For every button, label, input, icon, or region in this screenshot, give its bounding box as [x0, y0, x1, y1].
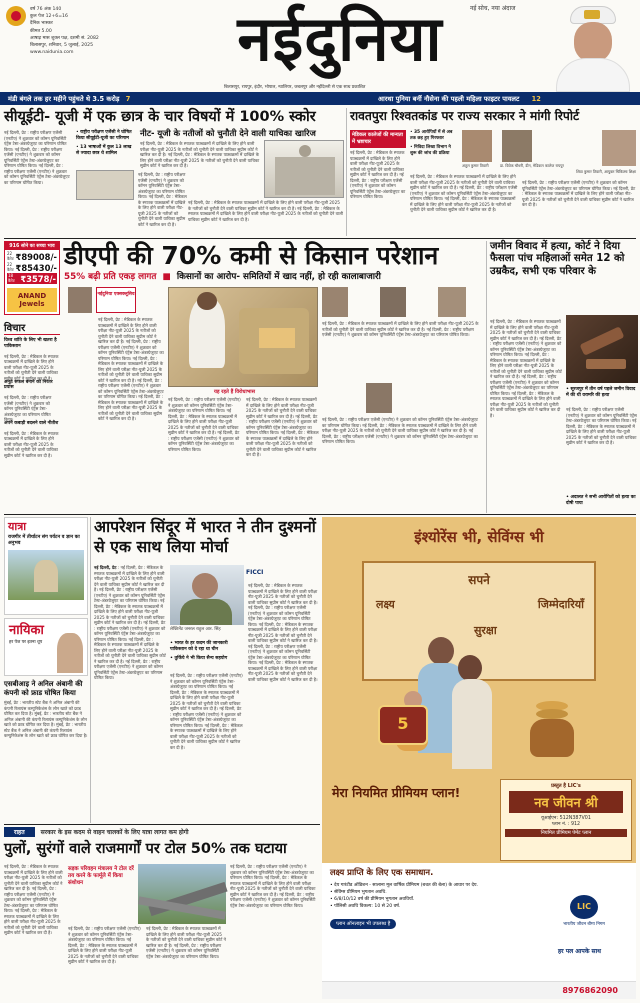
farmers-photo	[168, 287, 318, 387]
raipur-body-left: नई दिल्ली, प्रेट : मेडिकल के स्नातक पाठ्यक्रमों में दाखिले के लिए होने वाली परीक्षा नीट-यूजी 2025 के नतीजों को चुनौती देने वाली याचिका सुप्रीम कोर्ट ने खारिज कर दी है। नई दिल्ली, प्रेट : राष्ट्रीय परीक्षण एजेंसी (एनटीए) ने शुक्रवार को कॉमन यूनिवर्सिटी एंट्रेंस टेस्ट-अंडरग्रेजुएट का परिणाम घोषित किया।	[350, 150, 406, 199]
house-graphic: सपने लक्ष्य जिम्मेदारियाँ सुरक्षा	[362, 561, 596, 681]
reporter-photo	[68, 287, 92, 313]
vichar-item[interactable]: विश्व शांति के लिए भी खतरा है पाकिस्तान	[4, 338, 57, 349]
raipur-headline[interactable]: रावतपुरा रिश्वतकांड पर राज्य सरकार ने मांगी रिपोर्ट	[350, 109, 580, 123]
nayika-text: हर पेज पर इतना धूप	[9, 640, 43, 645]
story-neet	[140, 128, 344, 234]
person-photo-2	[502, 130, 532, 162]
toll-body-3: नई दिल्ली, प्रेट : मेडिकल के स्नातक पाठ्यक्रमों में दाखिले के लिए होने वाली परीक्षा नीट-यूजी 2025 के नतीजों को चुनौती देने वाली याचिका सुप्रीम कोर्ट ने खारिज कर दी है। नई दिल्ली, प्रेट : राष्ट्रीय परीक्षण एजेंसी (एनटीए) ने शुक्रवार को कॉमन यूनिवर्सिटी एंट्रेंस टेस्ट-अंडरग्रेजुएट का परिणाम घोषित किया।	[146, 926, 227, 959]
main-subhead: 55% बढ़ी प्रति एकड़ लागत ■ किसानों का आरोप- समितियों में खाद नहीं, हो रही कालाबाजारी	[64, 272, 381, 282]
toll-kicker: सरकार के इस कदम से वाहन चालकों के लिए यात्रा लागत कम होगी	[40, 829, 189, 836]
vichar-title: विचार	[4, 320, 60, 335]
general-photo	[170, 565, 244, 625]
jamin-body-1: नई दिल्ली, प्रेट : मेडिकल के स्नातक पाठ्यक्रमों में दाखिले के लिए होने वाली परीक्षा नीट-यूजी 2025 के नतीजों को चुनौती देने वाली याचिका सुप्रीम कोर्ट ने खारिज कर दी है। नई दिल्ली, प्रेट : राष्ट्रीय परीक्षण एजेंसी (एनटीए) ने शुक्रवार को कॉमन यूनिवर्सिटी एंट्रेंस टेस्ट-अंडरग्रेजुएट का परिणाम घोषित किया। नई दिल्ली, प्रेट : मेडिकल के स्नातक पाठ्यक्रमों में दाखिले के लिए होने वाली परीक्षा नीट-यूजी 2025 के नतीजों को चुनौती देने वाली याचिका सुप्रीम कोर्ट ने खारिज कर दी है। नई दिल्ली, प्रेट : राष्ट्रीय परीक्षण एजेंसी (एनटीए) ने शुक्रवार को कॉमन यूनिवर्सिटी एंट्रेंस टेस्ट-अंडरग्रेजुएट का परिणाम घोषित किया। नई दिल्ली, प्रेट : मेडिकल के स्नातक पाठ्यक्रमों में दाखिले के लिए होने वाली परीक्षा नीट-यूजी 2025 के नतीजों को चुनौती देने वाली याचिका सुप्रीम कोर्ट ने खारिज कर दी है।	[490, 319, 562, 418]
general-caption: लेफ्टिनेंट जनरल राहुल आर. सिंह	[170, 627, 221, 632]
vichar-item[interactable]: अपने कबाड़ी बदलने वाले नीतीश	[4, 421, 59, 427]
highway-photo	[138, 864, 226, 924]
phone-number[interactable]: 8976862090	[562, 986, 618, 995]
nayika-photo	[57, 633, 83, 673]
story-sindoor	[94, 517, 318, 823]
jamin-body-2: नई दिल्ली, प्रेट : राष्ट्रीय परीक्षण एजेंसी (एनटीए) ने शुक्रवार को कॉमन यूनिवर्सिटी एंट्रेंस टेस्ट-अंडरग्रेजुएट का परिणाम घोषित किया। नई दिल्ली, प्रेट : मेडिकल के स्नातक पाठ्यक्रमों में दाखिले के लिए होने वाली परीक्षा नीट-यूजी 2025 के नतीजों को चुनौती देने वाली याचिका सुप्रीम कोर्ट ने खारिज कर दी है।	[566, 407, 637, 445]
lic-ad[interactable]	[322, 517, 636, 999]
sindoor-body-3: नई दिल्ली, प्रेट : मेडिकल के स्नातक पाठ्यक्रमों में दाखिले के लिए होने वाली परीक्षा नीट-यूजी 2025 के नतीजों को चुनौती देने वाली याचिका सुप्रीम कोर्ट ने खारिज कर दी है। नई दिल्ली, प्रेट : राष्ट्रीय परीक्षण एजेंसी (एनटीए) ने शुक्रवार को कॉमन यूनिवर्सिटी एंट्रेंस टेस्ट-अंडरग्रेजुएट का परिणाम घोषित किया। नई दिल्ली, प्रेट : मेडिकल के स्नातक पाठ्यक्रमों में दाखिले के लिए होने वाली परीक्षा नीट-यूजी 2025 के नतीजों को चुनौती देने वाली याचिका सुप्रीम कोर्ट ने खारिज कर दी है। नई दिल्ली, प्रेट : राष्ट्रीय परीक्षण एजेंसी (एनटीए) ने शुक्रवार को कॉमन यूनिवर्सिटी एंट्रेंस टेस्ट-अंडरग्रेजुएट का परिणाम घोषित किया। नई दिल्ली, प्रेट : मेडिकल के स्नातक पाठ्यक्रमों में दाखिले के लिए होने वाली परीक्षा नीट-यूजी 2025 के नतीजों को चुनौती देने वाली याचिका सुप्रीम कोर्ट ने खारिज कर दी है।	[248, 583, 318, 682]
jagran-logo	[6, 6, 26, 26]
pilot-photo	[548, 6, 636, 88]
masthead	[0, 0, 640, 92]
lic-top-headline: इंश्योरेंस भी, सेविंग्स भी	[414, 528, 544, 546]
lic-details: लक्ष्य प्राप्ति के लिए एक समाधान. • देय गारंटीड ऑडिशन - सालाना मूल वार्षिक प्रीमियम (बचत की बेला) के आधार पर देय. • सेविंग्स प्रीमियम भुगतान अवधि. • 6/8/10/12 वर्ष की प्रीमियम भुगतान अवधियाँ. • पॉलिसी अवधि विकल्प: 10 से 20 वर्ष. प्लान ऑनलाइन भी उपलब्ध है LIC भारतीय जीवन बीमा निगम हर पल आपके साथ 8976862090	[322, 863, 636, 999]
main-story	[64, 241, 484, 513]
neet-court-photo	[76, 170, 134, 200]
story-jamin	[490, 241, 638, 513]
raipur-tag: मेडिकल कालेजों की मान्यता में भ्रष्टाचार	[350, 130, 406, 148]
rahat-tag: राहत	[4, 827, 35, 837]
raipur-body-mid: नई दिल्ली, प्रेट : मेडिकल के स्नातक पाठ्यक्रमों में दाखिले के लिए होने वाली परीक्षा नीट-यूजी 2025 के नतीजों को चुनौती देने वाली याचिका सुप्रीम कोर्ट ने खारिज कर दी है। नई दिल्ली, प्रेट : राष्ट्रीय परीक्षण एजेंसी (एनटीए) ने शुक्रवार को कॉमन यूनिवर्सिटी एंट्रेंस टेस्ट-अंडरग्रेजुएट का परिणाम घोषित किया। नई दिल्ली, प्रेट : मेडिकल के स्नातक पाठ्यक्रमों में दाखिले के लिए होने वाली परीक्षा नीट-यूजी 2025 के नतीजों को चुनौती देने वाली याचिका सुप्रीम कोर्ट ने खारिज कर दी है।	[410, 174, 518, 212]
jewel-brand: ANAND Jewels	[7, 288, 57, 312]
sbi-headline[interactable]: एसबीआइ ने अनिल अंबानी की कंपनी को फ्राड घोषित किया	[4, 680, 83, 697]
toll-headline[interactable]: पुलों, सुरंगों वाले राजमार्गों पर टोल 50% तक घटाया	[4, 841, 287, 857]
story-toll	[4, 826, 318, 1002]
caption-2: डा. विवेक चौधरी, डीन, मेडिकल कालेज रायपुर	[500, 163, 564, 168]
lic-logo: LIC भारतीय जीवन बीमा निगम	[554, 895, 614, 935]
cities-line: बिलासपुर, रायपुर, इंदौर, भोपाल, ग्वालियर, जबलपुर और नईदिल्ली से एक साथ प्रकाशित	[224, 85, 366, 90]
person-photo-3	[602, 130, 636, 166]
raipur-body-right: नई दिल्ली, प्रेट : राष्ट्रीय परीक्षण एजेंसी (एनटीए) ने शुक्रवार को कॉमन यूनिवर्सिटी एंट्रेंस टेस्ट-अंडरग्रेजुएट का परिणाम घोषित किया। नई दिल्ली, प्रेट : मेडिकल के स्नातक पाठ्यक्रमों में दाखिले के लिए होने वाली परीक्षा नीट-यूजी 2025 के नतीजों को चुनौती देने वाली याचिका सुप्रीम कोर्ट ने खारिज कर दी है।	[522, 180, 636, 207]
photo-caption: यह रहते हैं विरोधाभास	[214, 389, 255, 395]
rate-label: 18 कैरेट	[8, 273, 15, 283]
rate-value: ₹3578/-	[20, 273, 56, 284]
story-body: नई दिल्ली, प्रेट : राष्ट्रीय परीक्षण एजेंसी (एनटीए) ने शुक्रवार को कॉमन यूनिवर्सिटी एंट्रेंस टेस्ट-अंडरग्रेजुएट का परिणाम घोषित किया। नई दिल्ली, प्रेट : राष्ट्रीय परीक्षण एजेंसी (एनटीए) ने शुक्रवार को कॉमन यूनिवर्सिटी एंट्रेंस टेस्ट-अंडरग्रेजुएट का परिणाम घोषित किया। नई दिल्ली, प्रेट : राष्ट्रीय परीक्षण एजेंसी (एनटीए) ने शुक्रवार को कॉमन यूनिवर्सिटी एंट्रेंस टेस्ट-अंडरग्रेजुएट का परिणाम घोषित किया।	[4, 130, 70, 185]
years-badge: 5	[378, 705, 428, 745]
raipur-bullets: • 35 आरोपियों में से अब तक छह हुए गिरफ्तार • निविदा लिखा विभाग ने शुरू की जांच की प्रक्रिया	[410, 130, 453, 156]
main-body-2: नई दिल्ली, प्रेट : राष्ट्रीय परीक्षण एजेंसी (एनटीए) ने शुक्रवार को कॉमन यूनिवर्सिटी एंट्रेंस टेस्ट-अंडरग्रेजुएट का परिणाम घोषित किया। नई दिल्ली, प्रेट : मेडिकल के स्नातक पाठ्यक्रमों में दाखिले के लिए होने वाली परीक्षा नीट-यूजी 2025 के नतीजों को चुनौती देने वाली याचिका सुप्रीम कोर्ट ने खारिज कर दी है। नई दिल्ली, प्रेट : राष्ट्रीय परीक्षण एजेंसी (एनटीए) ने शुक्रवार को कॉमन यूनिवर्सिटी एंट्रेंस टेस्ट-अंडरग्रेजुएट का परिणाम घोषित किया।	[168, 397, 241, 452]
jewel-ad[interactable]	[4, 241, 60, 315]
neet-body2: नई दिल्ली, प्रेट : मेडिकल के स्नातक पाठ्यक्रमों में दाखिले के लिए होने वाली परीक्षा नीट-यूजी 2025 के नतीजों को चुनौती देने वाली याचिका सुप्रीम कोर्ट ने खारिज कर दी है। नई दिल्ली, प्रेट : मेडिकल के स्नातक पाठ्यक्रमों में दाखिले के लिए होने वाली परीक्षा नीट-यूजी 2025 के नतीजों को चुनौती देने वाली याचिका सुप्रीम कोर्ट ने खारिज कर दी है।	[188, 200, 343, 222]
edition-meta: वर्ष 76 अंक 140 कुल पेज 12+6=16 दैनिक भास्कर कीमत 5.00 आषाढ़ मास शुक्ल पक्ष, दशमी सं. 2082 बिलासपुर, शनिवार, 5 जुलाई, 2025 www.naidunia.com	[30, 7, 99, 56]
rate-value: ₹89008/-	[15, 251, 57, 262]
supreme-court-photo	[264, 140, 344, 198]
toll-caption: सड़क परिवहन मंत्रालय ने टोल दरें तय करने के फार्मूले में किया संशोधन	[68, 866, 134, 886]
caption-3: शिवा कुमार तिवारी, आयुक्त चिकित्सा शिक्षा	[576, 169, 636, 174]
main-body-3: नई दिल्ली, प्रेट : मेडिकल के स्नातक पाठ्यक्रमों में दाखिले के लिए होने वाली परीक्षा नीट-यूजी 2025 के नतीजों को चुनौती देने वाली याचिका सुप्रीम कोर्ट ने खारिज कर दी है। नई दिल्ली, प्रेट : राष्ट्रीय परीक्षण एजेंसी (एनटीए) ने शुक्रवार को कॉमन यूनिवर्सिटी एंट्रेंस टेस्ट-अंडरग्रेजुएट का परिणाम घोषित किया। नई दिल्ली, प्रेट : मेडिकल के स्नातक पाठ्यक्रमों में दाखिले के लिए होने वाली परीक्षा नीट-यूजी 2025 के नतीजों को चुनौती देने वाली याचिका सुप्रीम कोर्ट ने खारिज कर दी है।	[246, 397, 319, 457]
sbi-body: मुंबई, प्रेट : भारतीय स्टेट बैंक ने अनिल अंबानी की कंपनी रिलायंस कम्युनिकेशंस के लोन खाते को फ्राड घोषित कर दिया है। मुंबई, प्रेट : भारतीय स्टेट बैंक ने अनिल अंबानी की कंपनी रिलायंस कम्युनिकेशंस के लोन खाते को फ्राड घोषित कर दिया है। मुंबई, प्रेट : भारतीय स्टेट बैंक ने अनिल अंबानी की कंपनी रिलायंस कम्युनिकेशंस के लोन खाते को फ्राड घोषित कर दिया है।	[4, 700, 88, 739]
yatra-subtitle: राजगीर में तीर्थाटन संग पर्यटन व ज्ञान का अनुभव	[8, 535, 80, 546]
neet-body: नई दिल्ली, प्रेट : मेडिकल के स्नातक पाठ्यक्रमों में दाखिले के लिए होने वाली परीक्षा नीट-यूजी 2025 के नतीजों को चुनौती देने वाली याचिका सुप्रीम कोर्ट ने खारिज कर दी है। नई दिल्ली, प्रेट : मेडिकल के स्नातक पाठ्यक्रमों में दाखिले के लिए होने वाली परीक्षा नीट-यूजी 2025 के नतीजों को चुनौती देने वाली याचिका सुप्रीम कोर्ट ने खारिज कर दी है।	[140, 141, 260, 168]
sindoor-body-2: नई दिल्ली, प्रेट : राष्ट्रीय परीक्षण एजेंसी (एनटीए) ने शुक्रवार को कॉमन यूनिवर्सिटी एंट्रेंस टेस्ट-अंडरग्रेजुएट का परिणाम घोषित किया। नई दिल्ली, प्रेट : मेडिकल के स्नातक पाठ्यक्रमों में दाखिले के लिए होने वाली परीक्षा नीट-यूजी 2025 के नतीजों को चुनौती देने वाली याचिका सुप्रीम कोर्ट ने खारिज कर दी है। नई दिल्ली, प्रेट : राष्ट्रीय परीक्षण एजेंसी (एनटीए) ने शुक्रवार को कॉमन यूनिवर्सिटी एंट्रेंस टेस्ट-अंडरग्रेजुएट का परिणाम घोषित किया। नई दिल्ली, प्रेट : मेडिकल के स्नातक पाठ्यक्रमों में दाखिले के लिए होने वाली परीक्षा नीट-यूजी 2025 के नतीजों को चुनौती देने वाली याचिका सुप्रीम कोर्ट ने खारिज कर दी है।	[170, 673, 243, 750]
gavel-photo	[566, 315, 638, 383]
yatra-title: यात्रा	[8, 520, 27, 533]
jamin-headline[interactable]: जमीन विवाद में हत्या, कोर्ट ने दिया फैसला पांच महिलाओं समेत 12 को उम्रकैद, सभी एक परिवार के	[490, 241, 625, 277]
plan-box: प्रस्तुत है LIC's नव जीवन श्री यूआईएन: 512N387V01 प्लान नं. : 912 नियमित प्रीमियम पेमेंट प्लान	[500, 779, 632, 861]
nayika-title: नायिका	[9, 623, 44, 638]
story-raipur	[350, 108, 638, 236]
headline[interactable]: सीयूईटी- यूजी में एक छात्र के चार विषयों में 100% स्कोर	[4, 109, 316, 125]
top-strip	[0, 92, 640, 105]
coin-graphic	[522, 697, 582, 757]
rate-value: ₹85430/-	[15, 262, 57, 273]
sindoor-headline[interactable]: आपरेशन सिंदूर में भारत ने तीन दुश्मनों से एक साथ लिया मोर्चा	[94, 517, 316, 556]
lic-tagline: मेरा नियमित प्रीमियम प्लान!	[332, 785, 461, 800]
toll-body-4: नई दिल्ली, प्रेट : राष्ट्रीय परीक्षण एजेंसी (एनटीए) ने शुक्रवार को कॉमन यूनिवर्सिटी एंट्रेंस टेस्ट-अंडरग्रेजुएट का परिणाम घोषित किया। नई दिल्ली, प्रेट : मेडिकल के स्नातक पाठ्यक्रमों में दाखिले के लिए होने वाली परीक्षा नीट-यूजी 2025 के नतीजों को चुनौती देने वाली याचिका सुप्रीम कोर्ट ने खारिज कर दी है। नई दिल्ली, प्रेट : राष्ट्रीय परीक्षण एजेंसी (एनटीए) ने शुक्रवार को कॉमन यूनिवर्सिटी एंट्रेंस टेस्ट-अंडरग्रेजुएट का परिणाम घोषित किया।	[230, 864, 316, 908]
vichar-item[interactable]: अनूठे सफल बनाने को निरंतर प्रयास	[4, 379, 53, 391]
rate-label: 22 कैरेट	[7, 251, 14, 261]
exclusive-box: नईदुनिया एक्सक्लूसिव	[96, 287, 136, 313]
jamin-bullet-2: • अदालत ने सभी आरोपितों को हत्या का दोषी पाया	[566, 495, 636, 506]
rate-label: 22 कैरेट	[7, 262, 14, 272]
cuet-bullets: • राष्ट्रीय परीक्षण एजेंसी ने घोषित किया सीयूईटी-यूजी का परिणाम • 13 भाषाओं में कुल 13 लाख से ज्यादा छात्र थे शामिल	[76, 130, 132, 156]
main-body-1: नई दिल्ली, प्रेट : मेडिकल के स्नातक पाठ्यक्रमों में दाखिले के लिए होने वाली परीक्षा नीट-यूजी 2025 के नतीजों को चुनौती देने वाली याचिका सुप्रीम कोर्ट ने खारिज कर दी है। नई दिल्ली, प्रेट : राष्ट्रीय परीक्षण एजेंसी (एनटीए) ने शुक्रवार को कॉमन यूनिवर्सिटी एंट्रेंस टेस्ट-अंडरग्रेजुएट का परिणाम घोषित किया। नई दिल्ली, प्रेट : मेडिकल के स्नातक पाठ्यक्रमों में दाखिले के लिए होने वाली परीक्षा नीट-यूजी 2025 के नतीजों को चुनौती देने वाली याचिका सुप्रीम कोर्ट ने खारिज कर दी है। नई दिल्ली, प्रेट : राष्ट्रीय परीक्षण एजेंसी (एनटीए) ने शुक्रवार को कॉमन यूनिवर्सिटी एंट्रेंस टेस्ट-अंडरग्रेजुएट का परिणाम घोषित किया। नई दिल्ली, प्रेट : मेडिकल के स्नातक पाठ्यक्रमों में दाखिले के लिए होने वाली परीक्षा नीट-यूजी 2025 के नतीजों को चुनौती देने वाली याचिका सुप्रीम कोर्ट ने खारिज कर दी है।	[98, 317, 164, 421]
sindoor-bullets: • भारत के हर कदम की जानकारी पाकिस्तान को दे रहा था चीन • तुर्किये ने भी किया सैन्य सहयोग	[170, 641, 228, 661]
top-strip-right[interactable]: आरथा पुनिया बनीं नौसेना की पहली महिला फाइटर पायलट 12	[378, 95, 541, 103]
top-strip-left[interactable]: मंडी बंगले तक हर महीने पहुंचते थे 3.5 करोड़ 7	[8, 95, 131, 103]
toll-body-1: नई दिल्ली, प्रेट : मेडिकल के स्नातक पाठ्यक्रमों में दाखिले के लिए होने वाली परीक्षा नीट-यूजी 2025 के नतीजों को चुनौती देने वाली याचिका सुप्रीम कोर्ट ने खारिज कर दी है। नई दिल्ली, प्रेट : राष्ट्रीय परीक्षण एजेंसी (एनटीए) ने शुक्रवार को कॉमन यूनिवर्सिटी एंट्रेंस टेस्ट-अंडरग्रेजुएट का परिणाम घोषित किया। नई दिल्ली, प्रेट : मेडिकल के स्नातक पाठ्यक्रमों में दाखिले के लिए होने वाली परीक्षा नीट-यूजी 2025 के नतीजों को चुनौती देने वाली याचिका सुप्रीम कोर्ट ने खारिज कर दी है।	[4, 864, 63, 935]
caption-1: अतुल कुमार तिवारी	[462, 163, 489, 168]
person-photo-1	[462, 130, 492, 162]
tagline: नई सोच, नया अंदाज	[470, 5, 516, 12]
jewel-ad-head: 916 सोने का सच्चा भाव	[5, 242, 59, 250]
toll-body-2: नई दिल्ली, प्रेट : राष्ट्रीय परीक्षण एजेंसी (एनटीए) ने शुक्रवार को कॉमन यूनिवर्सिटी एंट्रेंस टेस्ट-अंडरग्रेजुएट का परिणाम घोषित किया। नई दिल्ली, प्रेट : मेडिकल के स्नातक पाठ्यक्रमों में दाखिले के लिए होने वाली परीक्षा नीट-यूजी 2025 के नतीजों को चुनौती देने वाली याचिका सुप्रीम कोर्ट ने खारिज कर दी है।	[68, 926, 141, 964]
cuet-col3: नई दिल्ली, प्रेट : राष्ट्रीय परीक्षण एजेंसी (एनटीए) ने शुक्रवार को कॉमन यूनिवर्सिटी एंट्रेंस टेस्ट-अंडरग्रेजुएट का परिणाम घोषित किया। नई दिल्ली, प्रेट : मेडिकल के स्नातक पाठ्यक्रमों में दाखिले के लिए होने वाली परीक्षा नीट-यूजी 2025 के नतीजों को चुनौती देने वाली याचिका सुप्रीम कोर्ट ने खारिज कर दी है।	[138, 172, 187, 227]
ficci-label: FICCI	[246, 569, 264, 576]
neet-headline[interactable]: नीट- यूजी के नतीजों को चुनौती देने वाली याचिका खारिज	[140, 128, 316, 138]
quotes-block: नई दिल्ली, प्रेट : मेडिकल के स्नातक पाठ्यक्रमों में दाखिले के लिए होने वाली परीक्षा नीट-यूजी 2025 के नतीजों को चुनौती देने वाली याचिका सुप्रीम कोर्ट ने खारिज कर दी है। नई दिल्ली, प्रेट : राष्ट्रीय परीक्षण एजेंसी (एनटीए) ने शुक्रवार को कॉमन यूनिवर्सिटी एंट्रेंस टेस्ट-अंडरग्रेजुएट का परिणाम घोषित किया। नई दिल्ली, प्रेट : राष्ट्रीय परीक्षण एजेंसी (एनटीए) ने शुक्रवार को कॉमन यूनिवर्सिटी एंट्रेंस टेस्ट-अंडरग्रेजुएट का परिणाम घोषित किया। नई दिल्ली, प्रेट : मेडिकल के स्नातक पाठ्यक्रमों में दाखिले के लिए होने वाली परीक्षा नीट-यूजी 2025 के नतीजों को चुनौती देने वाली याचिका सुप्रीम कोर्ट ने खारिज कर दी है। नई दिल्ली, प्रेट : राष्ट्रीय परीक्षण एजेंसी (एनटीए) ने शुक्रवार को कॉमन यूनिवर्सिटी एंट्रेंस टेस्ट-अंडरग्रेजुएट का परिणाम घोषित किया।	[322, 287, 482, 511]
vichar-section: विचार विश्व शांति के लिए भी खतरा है पाकिस्तान नई दिल्ली, प्रेट : मेडिकल के स्नातक पाठ्यक्रमों में दाखिले के लिए होने वाली परीक्षा नीट-यूजी 2025 के नतीजों को चुनौती देने वाली याचिका सुप्रीम कोर्ट ने खारिज कर दी है। अनूठे सफल बनाने को निरंतर प्रयास नई दिल्ली, प्रेट : राष्ट्रीय परीक्षण एजेंसी (एनटीए) ने शुक्रवार को कॉमन यूनिवर्सिटी एंट्रेंस टेस्ट-अंडरग्रेजुएट का परिणाम घोषित किया। अपने कबाड़ी बदलने वाले नीतीश नई दिल्ली, प्रेट : मेडिकल के स्नातक पाठ्यक्रमों में दाखिले के लिए होने वाली परीक्षा नीट-यूजी 2025 के नतीजों को चुनौती देने वाली याचिका सुप्रीम कोर्ट ने खारिज कर दी है।	[4, 320, 60, 510]
jamin-bullet: • सूरजपुर में तीन वर्ष पहले जमीन विवाद में की थी वरामरि की हत्या	[566, 387, 636, 398]
yatra-photo	[8, 550, 84, 600]
main-headline[interactable]: डीएपी की 70% कमी से किसान परेशान	[64, 241, 439, 270]
nayika-box[interactable]	[4, 618, 88, 676]
yatra-box[interactable]	[4, 517, 88, 615]
story-sbi	[4, 680, 88, 820]
newspaper-title: नईदुनिया	[237, 2, 443, 75]
sindoor-body-1: नई दिल्ली, प्रेट : नई दिल्ली, प्रेट : मेडिकल के स्नातक पाठ्यक्रमों में दाखिले के लिए होने वाली परीक्षा नीट-यूजी 2025 के नतीजों को चुनौती देने वाली याचिका सुप्रीम कोर्ट ने खारिज कर दी है। नई दिल्ली, प्रेट : राष्ट्रीय परीक्षण एजेंसी (एनटीए) ने शुक्रवार को कॉमन यूनिवर्सिटी एंट्रेंस टेस्ट-अंडरग्रेजुएट का परिणाम घोषित किया। नई दिल्ली, प्रेट : मेडिकल के स्नातक पाठ्यक्रमों में दाखिले के लिए होने वाली परीक्षा नीट-यूजी 2025 के नतीजों को चुनौती देने वाली याचिका सुप्रीम कोर्ट ने खारिज कर दी है। नई दिल्ली, प्रेट : राष्ट्रीय परीक्षण एजेंसी (एनटीए) ने शुक्रवार को कॉमन यूनिवर्सिटी एंट्रेंस टेस्ट-अंडरग्रेजुएट का परिणाम घोषित किया। नई दिल्ली, प्रेट : मेडिकल के स्नातक पाठ्यक्रमों में दाखिले के लिए होने वाली परीक्षा नीट-यूजी 2025 के नतीजों को चुनौती देने वाली याचिका सुप्रीम कोर्ट ने खारिज कर दी है। नई दिल्ली, प्रेट : राष्ट्रीय परीक्षण एजेंसी (एनटीए) ने शुक्रवार को कॉमन यूनिवर्सिटी एंट्रेंस टेस्ट-अंडरग्रेजुएट का परिणाम घोषित किया।	[94, 565, 166, 680]
